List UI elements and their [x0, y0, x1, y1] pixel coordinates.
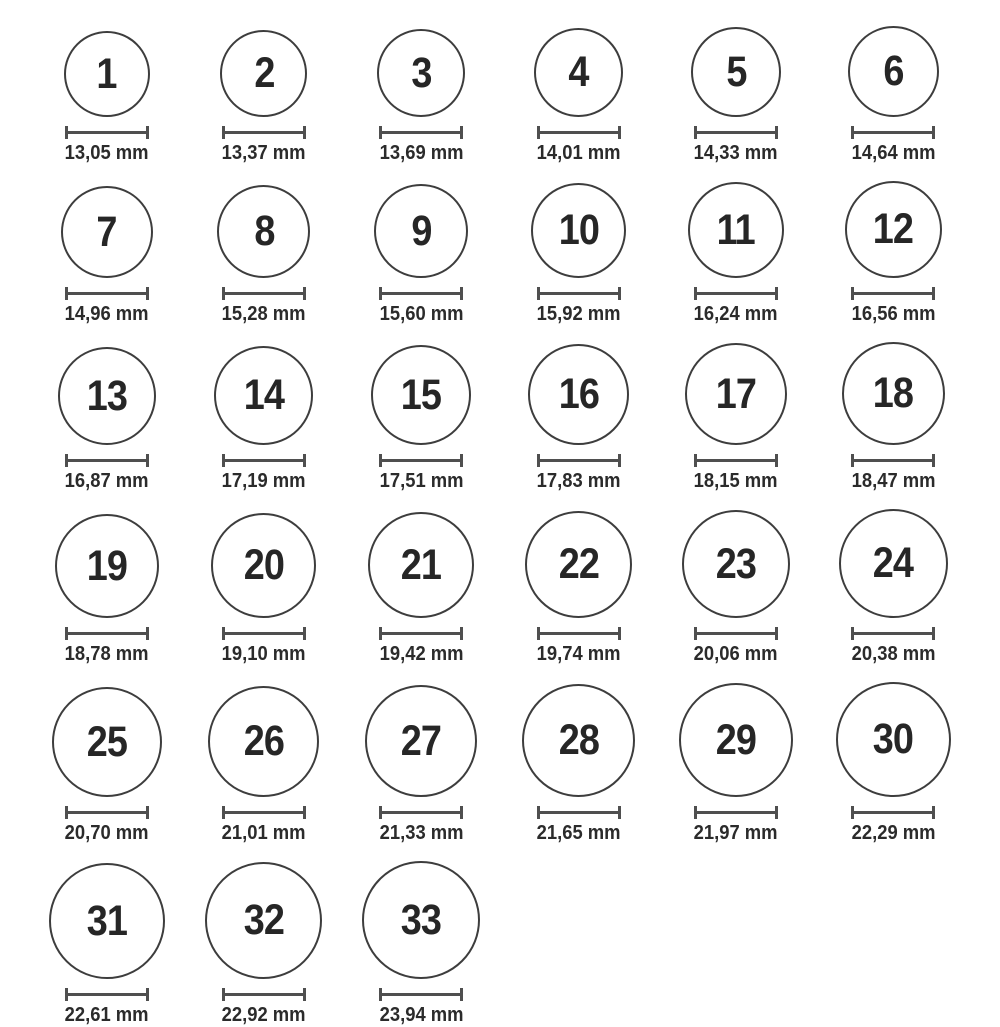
ring-circle: [58, 347, 156, 445]
ring-circle: [377, 29, 465, 117]
diameter-label: 23,94 mm: [379, 1004, 464, 1026]
diameter-measure-line: [537, 126, 621, 139]
ring-size-number: 6: [883, 47, 904, 95]
ring-circle: [534, 28, 623, 117]
ring-size-item: [500, 344, 657, 493]
ring-size-item: [657, 182, 814, 326]
ring-circle: [208, 686, 319, 797]
ring-size-number: 22: [558, 540, 599, 588]
diameter-label: 20,38 mm: [851, 643, 936, 665]
ring-size-item: [185, 346, 342, 493]
ring-size-number: 4: [568, 48, 589, 96]
ring-size-item: [657, 683, 814, 845]
diameter-label: 19,10 mm: [222, 643, 306, 665]
ring-size-item: [28, 514, 185, 666]
diameter-measure-line: [222, 627, 306, 640]
diameter-label: 17,19 mm: [222, 470, 306, 492]
diameter-measure-line: [379, 454, 463, 467]
ring-size-item: [815, 181, 972, 326]
diameter-measure-line: [222, 126, 306, 139]
ring-size-item: [28, 31, 185, 165]
ring-size-item: [28, 186, 185, 326]
ring-size-number: 27: [401, 716, 442, 765]
diameter-measure-line: [694, 454, 778, 467]
diameter-measure-line: [379, 988, 463, 1001]
diameter-label: 14,64 mm: [851, 142, 936, 164]
diameter-label: 13,05 mm: [64, 142, 149, 164]
diameter-label: 17,51 mm: [379, 470, 464, 492]
ring-circle: [679, 683, 793, 797]
ring-size-item: [657, 343, 814, 493]
ring-circle: [61, 186, 153, 278]
ring-size-number: 20: [243, 541, 285, 589]
ring-size-item: [657, 27, 814, 165]
ring-circle: [205, 862, 322, 979]
ring-size-item: [185, 513, 342, 666]
diameter-label: 13,69 mm: [379, 142, 464, 164]
diameter-measure-line: [694, 126, 778, 139]
ring-circle: [214, 346, 313, 445]
diameter-measure-line: [851, 454, 935, 467]
ring-size-number: 10: [558, 206, 599, 254]
diameter-label: 14,96 mm: [64, 303, 149, 325]
ring-size-item: [343, 861, 500, 1027]
diameter-label: 15,92 mm: [536, 303, 621, 325]
ring-size-number: 32: [243, 896, 285, 944]
diameter-label: 21,65 mm: [536, 822, 621, 844]
ring-size-number: 12: [873, 205, 914, 253]
diameter-measure-line: [65, 454, 149, 467]
ring-size-number: 24: [873, 539, 914, 587]
ring-size-item: [185, 30, 342, 165]
diameter-label: 16,24 mm: [694, 303, 778, 325]
ring-size-number: 19: [86, 541, 127, 590]
diameter-label: 22,29 mm: [851, 822, 936, 844]
diameter-measure-line: [222, 454, 306, 467]
diameter-measure-line: [65, 806, 149, 819]
diameter-label: 21,33 mm: [379, 822, 464, 844]
ring-size-item: [343, 345, 500, 493]
ring-circle: [365, 685, 477, 797]
ring-size-item: [500, 511, 657, 666]
diameter-measure-line: [379, 806, 463, 819]
ring-circle: [362, 861, 480, 979]
ring-size-item: [185, 686, 342, 845]
ring-size-item: [815, 509, 972, 666]
diameter-measure-line: [65, 627, 149, 640]
ring-circle: [522, 684, 635, 797]
ring-circle: [836, 682, 951, 797]
ring-size-item: [815, 342, 972, 493]
ring-circle: [688, 182, 784, 278]
diameter-measure-line: [222, 287, 306, 300]
diameter-measure-line: [379, 126, 463, 139]
ring-circle: [52, 687, 162, 797]
diameter-measure-line: [379, 287, 463, 300]
diameter-measure-line: [851, 287, 935, 300]
diameter-measure-line: [65, 287, 149, 300]
ring-size-number: 23: [715, 539, 757, 588]
ring-size-item: [500, 684, 657, 845]
diameter-label: 15,60 mm: [379, 303, 464, 325]
ring-size-item: [28, 863, 185, 1027]
ring-size-item: [343, 685, 500, 845]
diameter-measure-line: [694, 806, 778, 819]
ring-size-number: 17: [715, 369, 757, 418]
ring-size-item: [28, 687, 185, 845]
ring-circle: [374, 184, 468, 278]
diameter-label: 16,87 mm: [64, 470, 149, 492]
ring-size-number: 16: [558, 370, 599, 418]
ring-size-number: 26: [243, 717, 285, 765]
ring-size-number: 15: [401, 370, 442, 419]
ring-circle: [217, 185, 310, 278]
diameter-label: 20,70 mm: [64, 822, 149, 844]
diameter-measure-line: [222, 988, 306, 1001]
diameter-label: 18,47 mm: [851, 470, 936, 492]
diameter-label: 21,01 mm: [222, 822, 306, 844]
ring-circle: [525, 511, 632, 618]
diameter-measure-line: [537, 627, 621, 640]
diameter-measure-line: [65, 988, 149, 1001]
diameter-label: 19,74 mm: [536, 643, 621, 665]
diameter-measure-line: [851, 806, 935, 819]
ring-circle: [839, 509, 948, 618]
diameter-measure-line: [537, 806, 621, 819]
ring-size-number: 9: [411, 206, 432, 255]
ring-circle: [368, 512, 474, 618]
diameter-label: 14,33 mm: [694, 142, 778, 164]
ring-size-item: [343, 29, 500, 165]
ring-size-item: [500, 28, 657, 165]
diameter-measure-line: [379, 627, 463, 640]
ring-size-number: 30: [873, 715, 914, 763]
ring-circle: [211, 513, 316, 618]
diameter-label: 22,92 mm: [222, 1004, 306, 1026]
diameter-measure-line: [694, 627, 778, 640]
ring-circle: [845, 181, 942, 278]
ring-size-item: [500, 183, 657, 326]
ring-size-item: [815, 26, 972, 165]
diameter-label: 21,97 mm: [694, 822, 778, 844]
diameter-measure-line: [851, 126, 935, 139]
ring-size-number: 33: [401, 895, 442, 944]
ring-circle: [49, 863, 165, 979]
ring-circle: [64, 31, 150, 117]
ring-size-number: 7: [96, 207, 117, 256]
ring-size-number: 14: [243, 371, 285, 419]
ring-size-number: 13: [86, 371, 127, 420]
ring-size-number: 21: [401, 540, 442, 589]
ring-size-number: 3: [411, 48, 432, 97]
diameter-label: 14,01 mm: [536, 142, 621, 164]
ring-size-number: 1: [96, 49, 117, 98]
ring-size-number: 28: [558, 716, 599, 764]
diameter-label: 18,15 mm: [694, 470, 778, 492]
diameter-measure-line: [851, 627, 935, 640]
diameter-label: 19,42 mm: [379, 643, 464, 665]
diameter-label: 13,37 mm: [222, 142, 306, 164]
diameter-label: 20,06 mm: [694, 643, 778, 665]
ring-circle: [685, 343, 787, 445]
ring-size-number: 25: [86, 717, 127, 766]
diameter-measure-line: [537, 454, 621, 467]
ring-size-number: 5: [725, 47, 747, 96]
ring-circle: [528, 344, 629, 445]
ring-circle: [220, 30, 307, 117]
ring-circle: [55, 514, 159, 618]
ring-circle: [531, 183, 626, 278]
ring-size-item: [343, 512, 500, 666]
ring-size-number: 29: [715, 715, 757, 764]
ring-circle: [682, 510, 790, 618]
ring-size-item: [815, 682, 972, 845]
ring-size-number: 8: [253, 207, 275, 255]
ring-size-number: 31: [86, 896, 127, 945]
diameter-label: 15,28 mm: [222, 303, 306, 325]
ring-size-number: 11: [716, 205, 756, 254]
diameter-label: 17,83 mm: [536, 470, 621, 492]
ring-size-grid: [28, 26, 972, 1027]
ring-circle: [371, 345, 471, 445]
ring-size-item: [657, 510, 814, 666]
ring-size-item: [185, 862, 342, 1027]
ring-size-item: [185, 185, 342, 326]
diameter-measure-line: [694, 287, 778, 300]
ring-circle: [691, 27, 781, 117]
ring-circle: [848, 26, 939, 117]
ring-circle: [842, 342, 945, 445]
ring-size-number: 2: [253, 49, 275, 97]
ring-size-item: [343, 184, 500, 326]
ring-size-number: 18: [873, 369, 914, 417]
diameter-measure-line: [537, 287, 621, 300]
diameter-label: 22,61 mm: [64, 1004, 149, 1026]
ring-size-item: [28, 347, 185, 493]
diameter-label: 18,78 mm: [64, 643, 149, 665]
diameter-measure-line: [65, 126, 149, 139]
diameter-label: 16,56 mm: [851, 303, 936, 325]
diameter-measure-line: [222, 806, 306, 819]
